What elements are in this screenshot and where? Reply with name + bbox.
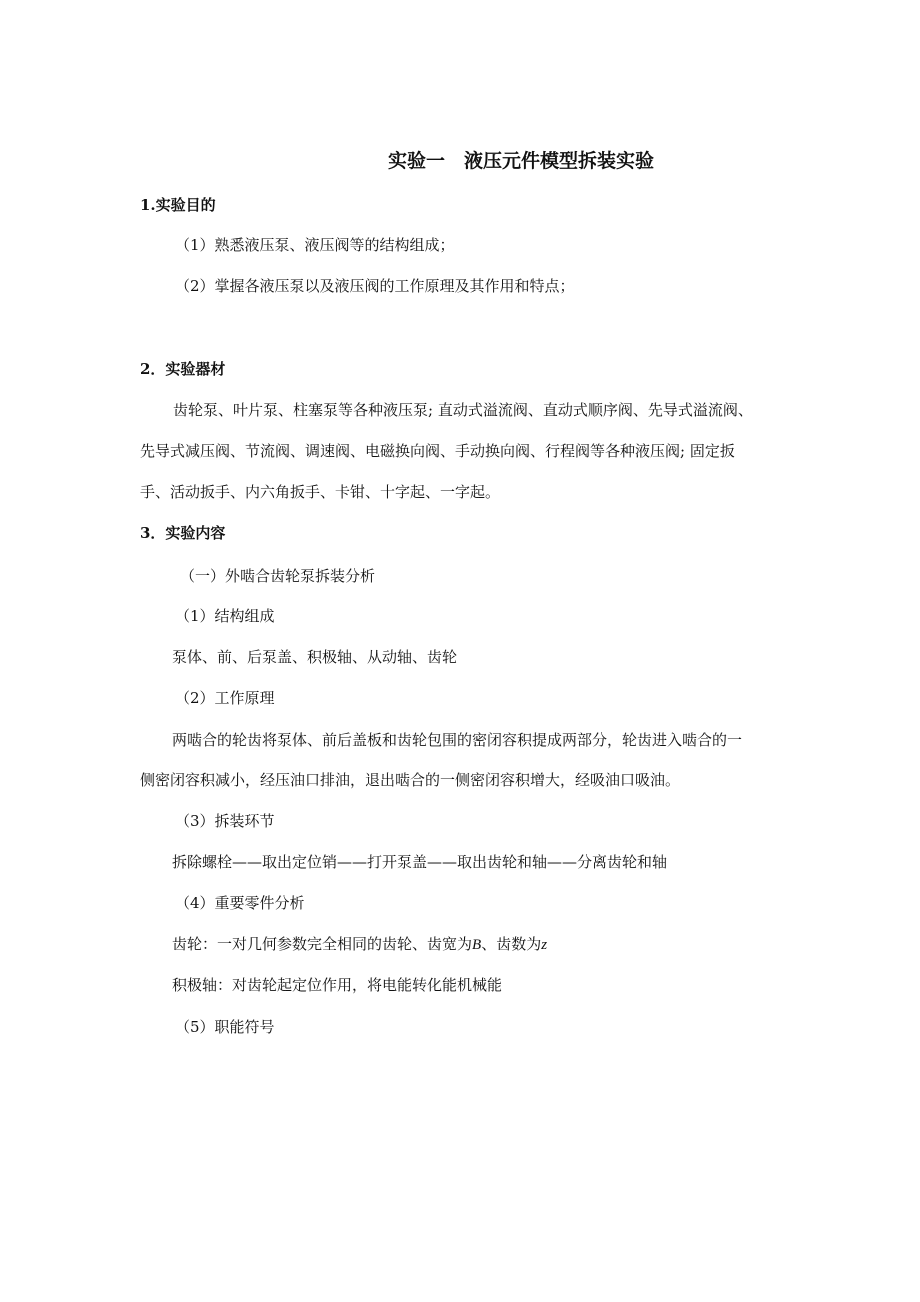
symbol-z: z xyxy=(541,937,548,953)
disassembly-steps: 拆除螺栓——取出定位销——打开泵盖——取出齿轮和轴——分离齿轮和轴 xyxy=(172,853,668,871)
item-heading: （3）拆装环节 xyxy=(175,812,275,830)
item-heading: （2）工作原理 xyxy=(175,689,275,707)
shaft-description: 积极轴：对齿轮起定位作用，将电能转化能机械能 xyxy=(172,976,503,994)
section-heading-purpose: 1.实验目的 xyxy=(140,196,216,214)
purpose-item: （2）掌握各液压泵以及液压阀的工作原理及其作用和特点； xyxy=(175,277,575,295)
equipment-line: 先导式减压阀、节流阀、调速阀、电磁换向阀、手动换向阀、行程阀等各种液压阀; 固定扳 xyxy=(140,442,735,460)
section-heading-content: 3．实验内容 xyxy=(140,524,226,542)
equipment-line: 齿轮泵、叶片泵、柱塞泵等各种液压泵; 直动式溢流阀、直动式顺序阀、先导式溢流阀、 xyxy=(173,401,753,419)
subsection-heading: （一）外啮合齿轮泵拆装分析 xyxy=(180,567,376,585)
section-heading-equipment: 2．实验器材 xyxy=(140,360,226,378)
page-title: 实验一 液压元件模型拆装实验 xyxy=(388,150,655,172)
symbol-b: B xyxy=(472,937,482,953)
gear-description xyxy=(172,934,547,954)
equipment-line: 手、活动扳手、内六角扳手、卡钳、十字起、一字起。 xyxy=(140,483,501,501)
gear-text: 齿轮：一对几何参数完全相同的齿轮、齿宽为 xyxy=(172,935,473,953)
principle-line: 侧密闭容积减小，经压油口排油，退出啮合的一侧密闭容积增大，经吸油口吸油。 xyxy=(140,771,681,789)
purpose-item: （1）熟悉液压泵、液压阀等的结构组成； xyxy=(175,236,455,254)
principle-line: 两啮合的轮齿将泵体、前后盖板和齿轮包围的密闭容积提成两部分，轮齿进入啮合的一 xyxy=(172,731,743,749)
item-heading: （4）重要零件分析 xyxy=(175,894,305,912)
item-heading: （5）职能符号 xyxy=(175,1018,275,1036)
gear-text: 、齿数为 xyxy=(481,935,542,953)
item-heading: （1）结构组成 xyxy=(175,607,275,625)
structure-text: 泵体、前、后泵盖、积极轴、从动轴、齿轮 xyxy=(172,648,458,666)
